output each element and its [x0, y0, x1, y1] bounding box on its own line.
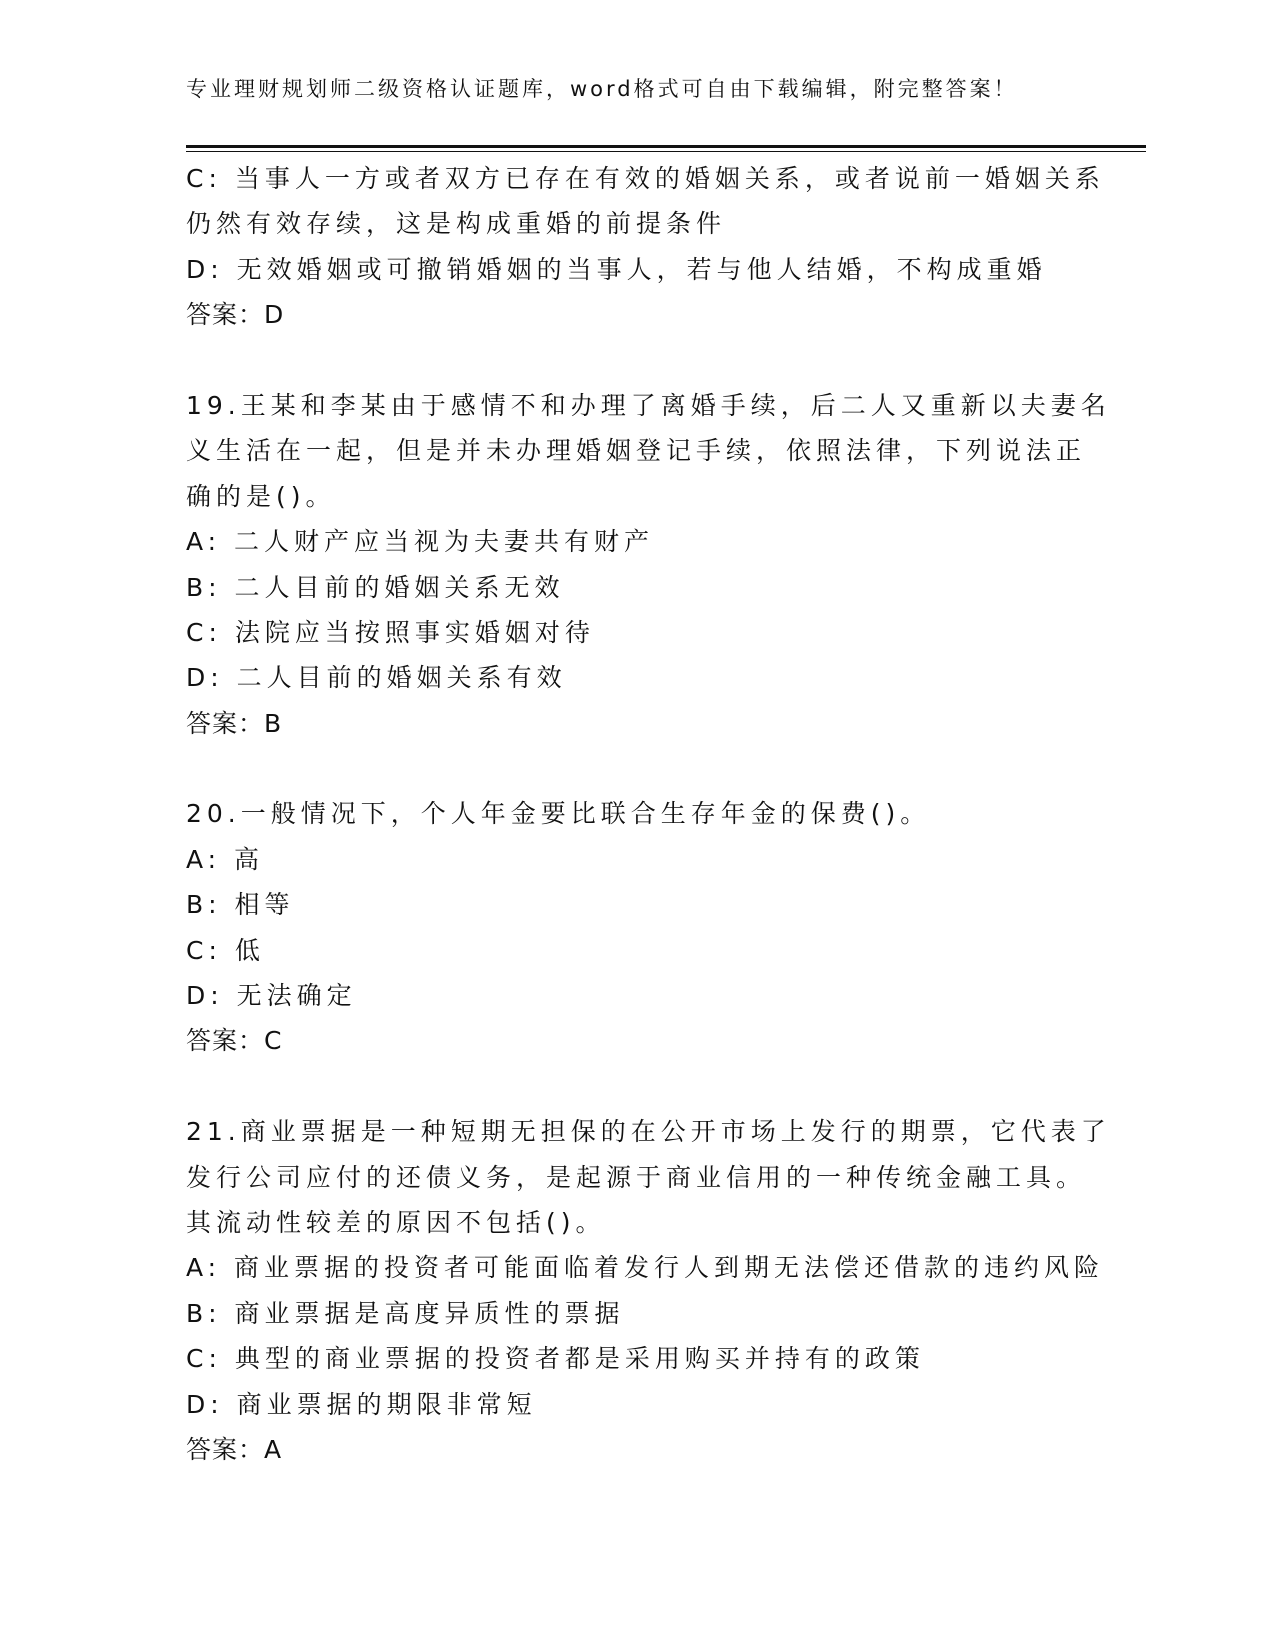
question-gap — [186, 338, 1126, 383]
question-21 — [186, 1109, 1126, 1472]
header-rule-thick — [186, 145, 1146, 148]
option-c-line1: C: 当事人一方或者双方已存在有效的婚姻关系，或者说前一婚姻关系 — [186, 164, 1105, 193]
answer: 答案：C — [186, 1026, 283, 1056]
option-c: C: 法院应当按照事实婚姻对待 — [186, 617, 595, 647]
question-stem-line2: 发行公司应付的还债义务，是起源于商业信用的一种传统金融工具。 — [186, 1162, 1087, 1192]
question-20 — [186, 791, 1126, 1063]
option-d: D: 无法确定 — [186, 981, 357, 1011]
option-c: C: 典型的商业票据的投资者都是采用购买并持有的政策 — [186, 1344, 925, 1374]
option-c: C: 低 — [186, 935, 265, 965]
question-content — [186, 156, 1126, 1472]
option-b: B: 商业票据是高度异质性的票据 — [186, 1298, 625, 1328]
question-19 — [186, 383, 1126, 746]
question-gap — [186, 746, 1126, 791]
question-18 — [186, 156, 1126, 338]
page-header: 专业理财规划师二级资格认证题库，word格式可自由下载编辑，附完整答案！ — [186, 77, 1018, 101]
option-d: D: 商业票据的期限非常短 — [186, 1389, 537, 1419]
question-stem-line2: 义生活在一起，但是并未办理婚姻登记手续，依照法律，下列说法正 — [186, 436, 1087, 466]
question-stem-line1: 19.王某和李某由于感情不和办理了离婚手续，后二人又重新以夫妻名 — [186, 390, 1111, 420]
question-stem-line3: 其流动性较差的原因不包括()。 — [186, 1207, 606, 1237]
question-stem-line3: 确的是()。 — [186, 481, 336, 511]
option-a: A: 高 — [186, 844, 265, 874]
question-stem-line1: 21.商业票据是一种短期无担保的在公开市场上发行的期票，它代表了 — [186, 1117, 1111, 1147]
option-d: D: 二人目前的婚姻关系有效 — [186, 663, 567, 693]
answer: 答案：B — [186, 708, 283, 738]
option-b: B: 二人目前的婚姻关系无效 — [186, 572, 565, 602]
option-a: A: 二人财产应当视为夫妻共有财产 — [186, 527, 655, 557]
question-stem-line1: 20.一般情况下，个人年金要比联合生存年金的保费()。 — [186, 799, 931, 829]
answer: 答案：A — [186, 1434, 283, 1464]
option-d: D: 无效婚姻或可撤销婚姻的当事人，若与他人结婚，不构成重婚 — [186, 254, 1047, 284]
option-b: B: 相等 — [186, 890, 295, 920]
option-a: A: 商业票据的投资者可能面临着发行人到期无法偿还借款的违约风险 — [186, 1253, 1105, 1283]
option-c-line2: 仍然有效存续，这是构成重婚的前提条件 — [186, 209, 727, 239]
answer: 答案：D — [186, 300, 285, 330]
header-rule-thin — [186, 151, 1146, 152]
question-gap — [186, 1064, 1126, 1109]
